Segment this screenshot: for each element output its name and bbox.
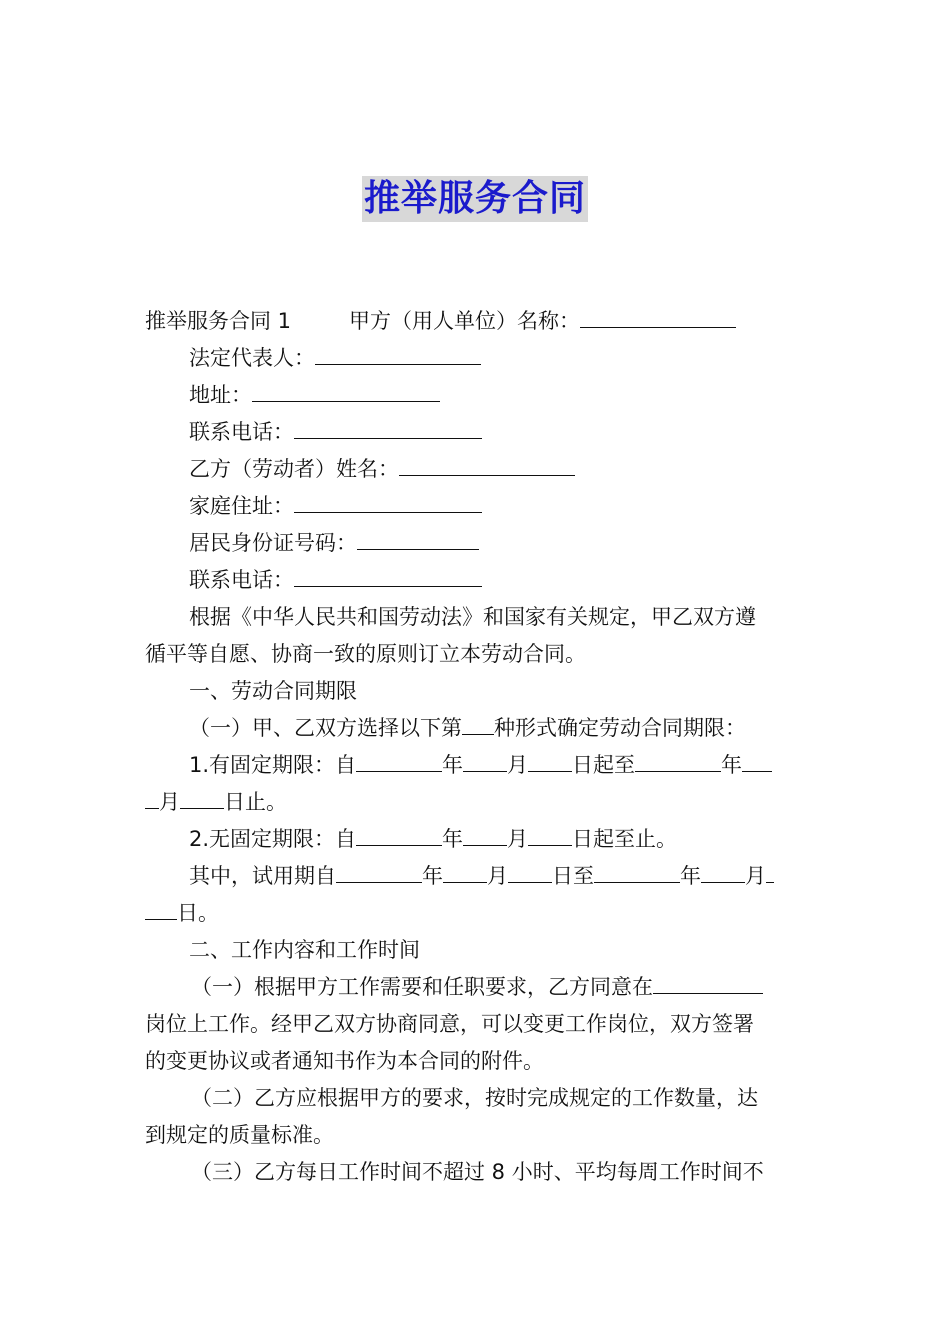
line-party-b-name: [145, 451, 807, 488]
unit-text: 年: [442, 827, 464, 851]
blank: [443, 860, 487, 883]
address-blank: [252, 379, 440, 402]
unit-text: 日起至: [572, 753, 636, 777]
line-open-term: [145, 821, 807, 858]
unit-text: 月: [159, 790, 180, 814]
paragraph-line: 的变更协议或者通知书作为本合同的附件。: [145, 1049, 544, 1073]
document-title: 推举服务合同: [362, 176, 588, 222]
phone-a-label: 联系电话：: [189, 420, 294, 444]
section-heading-1: 一、劳动合同期限: [189, 679, 357, 703]
unit-text: 年: [680, 864, 701, 888]
term-choice-text: （一）甲、乙双方选择以下第: [189, 716, 462, 740]
blank: [356, 749, 442, 772]
line-phone-a: [145, 414, 807, 451]
line-fixed-term-cont: [145, 784, 807, 821]
home-address-label: 家庭住址：: [189, 494, 294, 518]
blank: [463, 823, 507, 846]
line-phone-b: [145, 562, 807, 599]
unit-text: 月: [507, 827, 529, 851]
line-address: [145, 377, 807, 414]
line-legal-rep: [145, 340, 807, 377]
title-wrap: [0, 176, 950, 222]
blank: [742, 749, 772, 772]
phone-a-blank: [294, 416, 482, 439]
blank: [336, 860, 422, 883]
line-position: [145, 969, 807, 1006]
open-term-label: 2.无固定期限：自: [189, 827, 357, 851]
party-b-name-blank: [399, 453, 575, 476]
paragraph-line: 根据《中华人民共和国劳动法》和国家有关规定，甲乙双方遵: [189, 605, 756, 629]
unit-text: 年: [422, 864, 443, 888]
unit-text: 日起至止。: [572, 827, 678, 851]
blank: [635, 749, 721, 772]
unit-text: 日至: [552, 864, 594, 888]
blank: [356, 823, 442, 846]
term-choice-text-2: 种形式确定劳动合同期限：: [494, 716, 746, 740]
legal-rep-label: 法定代表人：: [189, 346, 315, 370]
doc-heading-inline: 推举服务合同 1: [145, 309, 292, 333]
unit-text: 年: [442, 753, 464, 777]
line-home-address: [145, 488, 807, 525]
paragraph-line: （二）乙方应根据甲方的要求，按时完成规定的工作数量，达: [191, 1086, 758, 1110]
party-b-name-label: 乙方（劳动者）姓名：: [189, 457, 399, 481]
term-choice-blank: [462, 712, 494, 735]
unit-text: 月: [487, 864, 508, 888]
unit-text: 月: [745, 864, 766, 888]
blank: [766, 860, 774, 883]
legal-rep-blank: [315, 342, 481, 365]
party-a-name-label: 甲方（用人单位）名称：: [349, 309, 581, 333]
unit-text: 月: [507, 753, 529, 777]
unit-text: 日止。: [224, 790, 287, 814]
blank: [463, 749, 507, 772]
unit-text: 年: [721, 753, 743, 777]
phone-b-label: 联系电话：: [189, 568, 294, 592]
paragraph-line: （三）乙方每日工作时间不超过 8 小时、平均每周工作时间不: [191, 1160, 764, 1184]
blank: [145, 786, 159, 809]
blank: [508, 860, 552, 883]
blank: [594, 860, 680, 883]
paragraph-line: 岗位上工作。经甲乙双方协商同意，可以变更工作岗位，双方签署: [145, 1012, 754, 1036]
position-text: （一）根据甲方工作需要和任职要求，乙方同意在: [191, 975, 653, 999]
blank: [528, 749, 572, 772]
id-number-label: 居民身份证号码：: [189, 531, 357, 555]
paragraph-line: 循平等自愿、协商一致的原则订立本劳动合同。: [145, 642, 586, 666]
unit-text: 日。: [177, 901, 219, 925]
line-party-a-name: [145, 303, 807, 340]
fixed-term-label: 1.有固定期限：自: [189, 753, 357, 777]
blank: [180, 786, 224, 809]
line-trial-period: [145, 858, 807, 895]
document-body: [145, 303, 807, 1191]
id-number-blank: [357, 527, 479, 550]
party-a-name-blank: [580, 305, 736, 328]
blank: [145, 897, 177, 920]
blank: [701, 860, 745, 883]
paragraph-line: 到规定的质量标准。: [145, 1123, 334, 1147]
blank: [528, 823, 572, 846]
line-fixed-term: [145, 747, 807, 784]
line-id-number: [145, 525, 807, 562]
trial-period-label: 其中，试用期自: [189, 864, 336, 888]
phone-b-blank: [294, 564, 482, 587]
line-term-choice: [145, 710, 807, 747]
line-trial-period-cont: [145, 895, 807, 932]
position-blank: [653, 971, 763, 994]
section-heading-2: 二、工作内容和工作时间: [189, 938, 420, 962]
home-address-blank: [294, 490, 482, 513]
address-label: 地址：: [189, 383, 252, 407]
